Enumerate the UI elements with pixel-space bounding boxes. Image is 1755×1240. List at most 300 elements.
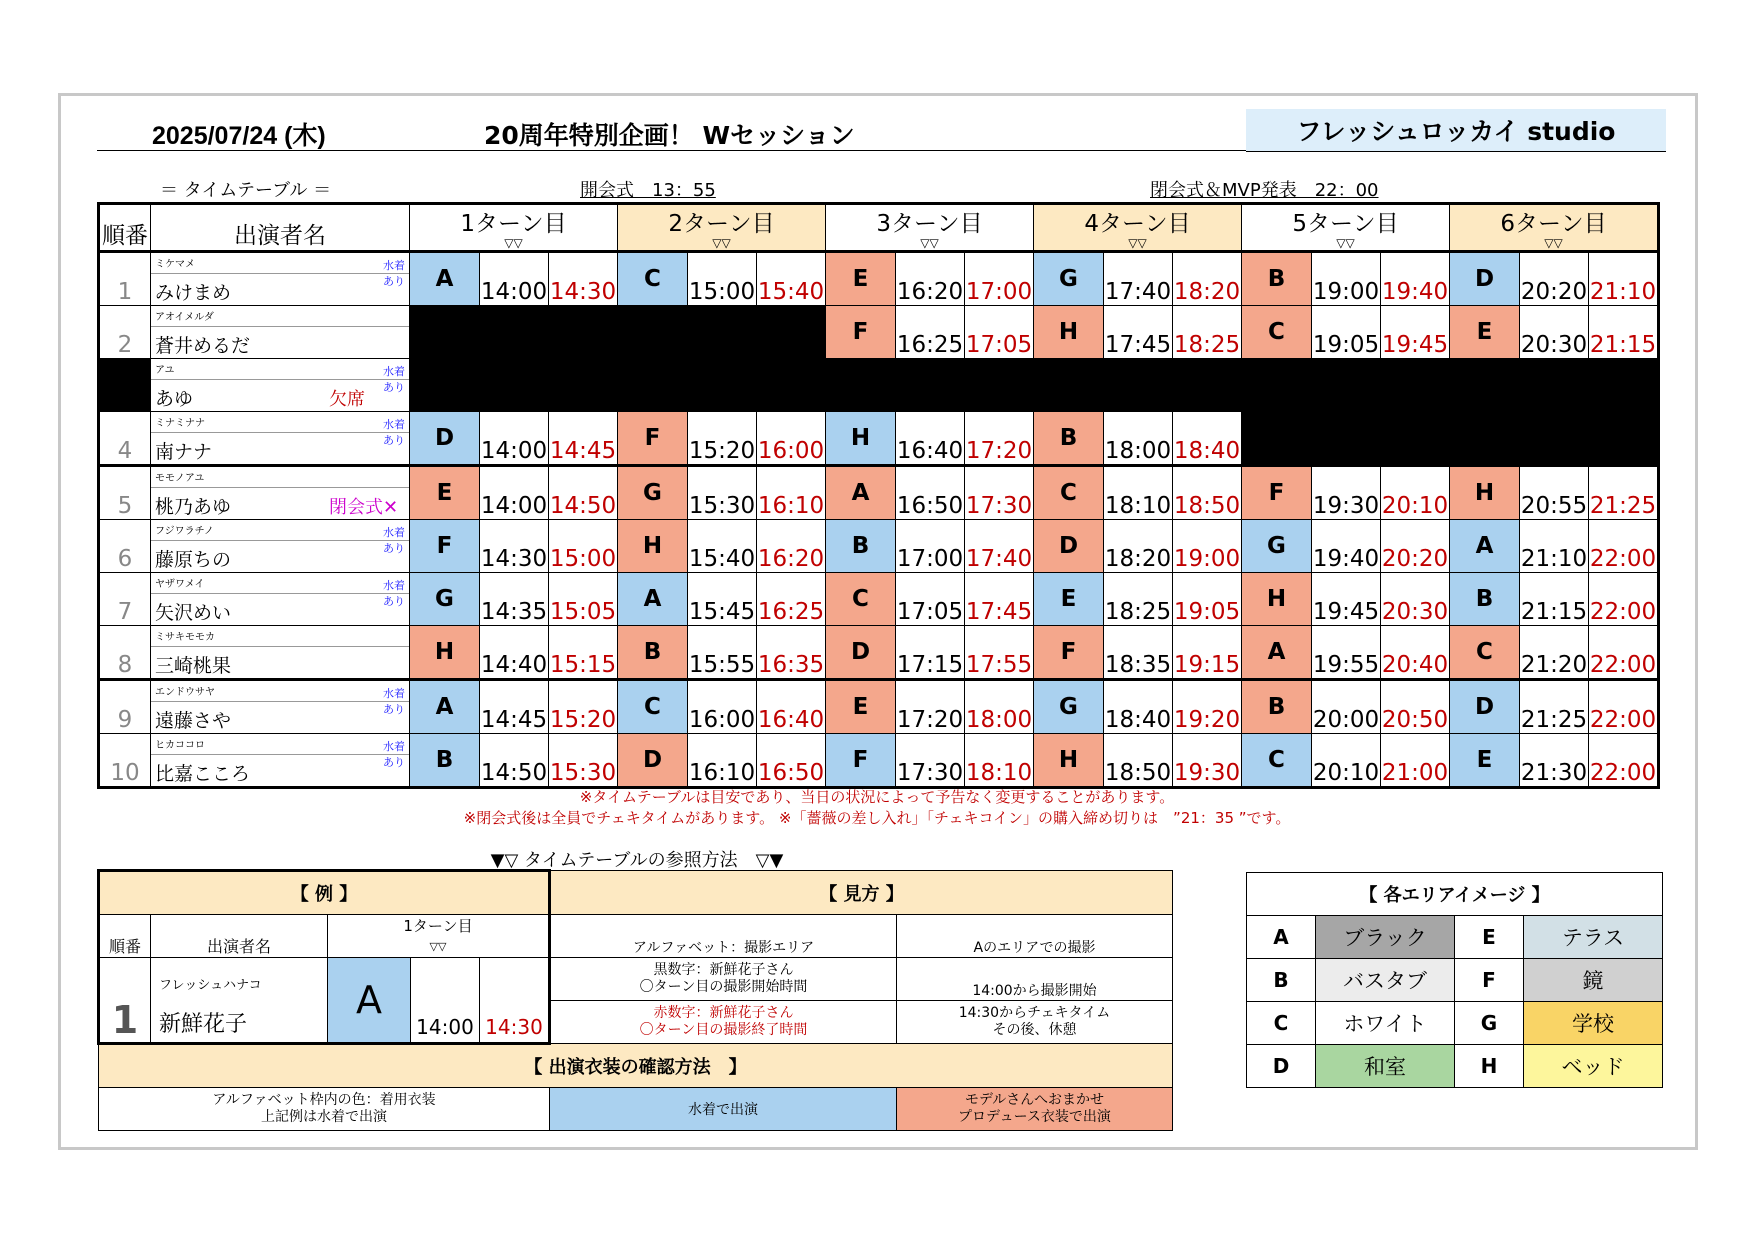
performer-name: 遠藤さや [155, 710, 232, 732]
kana-divider [151, 701, 409, 702]
area-name: ベッド [1524, 1045, 1663, 1088]
performer-cell [151, 412, 410, 466]
end-time: 19:40 [1381, 252, 1450, 306]
performer-kana: ミケマメ [155, 259, 195, 270]
area-letter: D [618, 734, 688, 788]
start-time: 20:30 [1520, 306, 1589, 359]
end-time: 20:20 [1381, 520, 1450, 573]
ex-name: 新鮮花子 [159, 1012, 248, 1037]
studio-name: フレッシュロッカイ studio [1246, 109, 1666, 152]
start-time: 18:10 [1104, 466, 1173, 520]
start-time: 16:00 [688, 680, 757, 734]
area-letter: F [1034, 626, 1104, 680]
performer-name: 南ナナ [155, 441, 213, 463]
area-name: ブラック [1316, 916, 1455, 959]
end-time: 19:05 [1173, 573, 1242, 626]
performer-row [99, 573, 1659, 626]
howto-row-1 [99, 915, 1173, 958]
end-time: 21:00 [1381, 734, 1450, 788]
swimsuit-tag: 水着あり [383, 526, 405, 555]
end-time: 17:55 [965, 626, 1034, 680]
area-letter: E [826, 252, 896, 306]
area-letter: D [410, 412, 480, 466]
area-legend-title: 【 各エリアイメージ 】 [1247, 873, 1663, 916]
end-time: 16:35 [757, 626, 826, 680]
start-time: 17:15 [896, 626, 965, 680]
note-line-1: ※タイムテーブルは目安であり、当日の状況によって予告なく変更することがあります。 [579, 788, 1175, 806]
end-time: 17:45 [965, 573, 1034, 626]
row-number: 6 [99, 520, 151, 573]
area-letter-key: H [1455, 1045, 1524, 1088]
costume-produce-a: モデルさんへおまかせ [964, 1092, 1105, 1108]
area-letter: D [826, 626, 896, 680]
end-time: 15:00 [549, 520, 618, 573]
row-number: 2 [99, 306, 151, 359]
end-time: 18:00 [965, 680, 1034, 734]
start-time: 15:30 [688, 466, 757, 520]
start-time: 20:00 [1312, 680, 1381, 734]
area-letter-key: C [1247, 1002, 1316, 1045]
costume-explain-b: 上記例は水着で出演 [261, 1109, 387, 1125]
performer-name: 桃乃あゆ [155, 496, 232, 518]
ex-turn-header [328, 915, 550, 958]
start-time: 19:05 [1312, 306, 1381, 359]
swimsuit-tag: 水着あり [383, 259, 405, 288]
performer-kana: アユ [155, 365, 175, 376]
blocked-slot [410, 306, 826, 359]
end-time: 17:00 [965, 252, 1034, 306]
opening-time: 開会式 13：55 [580, 180, 716, 201]
ex-letter: A [328, 958, 411, 1044]
area-letter: G [410, 573, 480, 626]
end-time: 17:30 [965, 466, 1034, 520]
area-letter: A [618, 573, 688, 626]
turn-label: 2ターン目 [668, 211, 775, 237]
start-time: 16:50 [896, 466, 965, 520]
area-legend-header-row [1247, 873, 1663, 916]
costume-produce [897, 1088, 1173, 1131]
start-time: 17:40 [1104, 252, 1173, 306]
area-letter: A [1450, 520, 1520, 573]
area-letter: E [1450, 734, 1520, 788]
area-name: バスタブ [1316, 959, 1455, 1002]
performer-row [99, 412, 1659, 466]
ex-turn-label: 1ターン目 [403, 917, 473, 935]
area-name: 和室 [1316, 1045, 1455, 1088]
turn-header-2 [618, 204, 826, 252]
view-r1-left: アルファベット：撮影エリア [550, 915, 897, 958]
performer-cell [151, 466, 410, 520]
row-number: 1 [99, 252, 151, 306]
performer-kana: モモノアユ [155, 473, 205, 484]
area-legend-row [1247, 1045, 1663, 1088]
start-time: 14:30 [480, 520, 549, 573]
performer-kana: エンドウサヤ [155, 687, 215, 698]
area-legend-row [1247, 1002, 1663, 1045]
view-r3-right [897, 1001, 1173, 1044]
end-time: 16:40 [757, 680, 826, 734]
area-letter: H [1450, 466, 1520, 520]
area-letter: G [1034, 680, 1104, 734]
turn-arrow: ▽▽ [712, 236, 731, 250]
kana-divider [151, 432, 409, 433]
start-time: 16:40 [896, 412, 965, 466]
area-letter-key: A [1247, 916, 1316, 959]
area-name: テラス [1524, 916, 1663, 959]
area-name: 鏡 [1524, 959, 1663, 1002]
view-r2-right: 14:00から撮影開始 [897, 958, 1173, 1001]
area-legend-body [1247, 916, 1663, 1088]
turn-header-5 [1242, 204, 1450, 252]
performer-row [99, 359, 1659, 412]
start-time: 15:55 [688, 626, 757, 680]
start-time: 17:05 [896, 573, 965, 626]
turn-arrow: ▽▽ [1544, 236, 1563, 250]
performer-kana: ヤザワメイ [155, 579, 205, 590]
area-letter: B [618, 626, 688, 680]
area-letter: A [410, 252, 480, 306]
event-title: 20周年特別企画！ Wセッション [484, 121, 855, 150]
area-letter: H [618, 520, 688, 573]
view-r2-left-b: 〇ターン目の撮影開始時間 [639, 979, 808, 995]
costume-header: 【 出演衣装の確認方法 】 [99, 1044, 1173, 1088]
end-time: 14:50 [549, 466, 618, 520]
col-name-header: 出演者名 [151, 204, 410, 252]
area-letter: E [826, 680, 896, 734]
kana-divider [151, 540, 409, 541]
turn-header-6 [1450, 204, 1659, 252]
turn-header-4 [1034, 204, 1242, 252]
area-legend-row [1247, 916, 1663, 959]
howto-table [97, 869, 1173, 1131]
view-r3-right-b: その後、休憩 [992, 1022, 1077, 1038]
end-time: 18:10 [965, 734, 1034, 788]
costume-row [99, 1088, 1173, 1131]
area-letter: G [1242, 520, 1312, 573]
start-time: 19:40 [1312, 520, 1381, 573]
kana-divider [151, 646, 409, 647]
blocked-slot [1242, 412, 1659, 466]
start-time: 17:45 [1104, 306, 1173, 359]
row-number: 5 [99, 466, 151, 520]
kana-divider [151, 593, 409, 594]
turn-label: 6ターン目 [1500, 211, 1607, 237]
area-letter: B [1242, 252, 1312, 306]
example-header: 【 例 】 [99, 871, 550, 915]
end-time: 18:25 [1173, 306, 1242, 359]
performer-row [99, 734, 1659, 788]
start-time: 21:25 [1520, 680, 1589, 734]
kana-divider [151, 754, 409, 755]
performer-kana: ミサキモモカ [155, 632, 215, 643]
area-letter: B [1034, 412, 1104, 466]
area-letter: H [1034, 306, 1104, 359]
costume-header-row [99, 1044, 1173, 1088]
start-time: 19:45 [1312, 573, 1381, 626]
area-letter: A [826, 466, 896, 520]
view-header: 【 見方 】 [550, 871, 1173, 915]
start-time: 15:00 [688, 252, 757, 306]
end-time: 16:00 [757, 412, 826, 466]
start-time: 20:20 [1520, 252, 1589, 306]
performer-row [99, 626, 1659, 680]
area-letter-key: E [1455, 916, 1524, 959]
performer-row [99, 466, 1659, 520]
performer-name: 藤原ちの [155, 549, 232, 571]
view-r1-right: Aのエリアでの撮影 [897, 915, 1173, 958]
area-letter-key: F [1455, 959, 1524, 1002]
end-time: 15:40 [757, 252, 826, 306]
header-underline [97, 150, 1247, 151]
start-time: 14:00 [480, 252, 549, 306]
turn-label: 4ターン目 [1084, 211, 1191, 237]
end-time: 14:30 [549, 252, 618, 306]
turn-arrow: ▽▽ [504, 236, 523, 250]
area-letter: G [1034, 252, 1104, 306]
start-time: 18:35 [1104, 626, 1173, 680]
end-time: 15:05 [549, 573, 618, 626]
performer-name: みけまめ [155, 282, 232, 304]
end-time: 19:30 [1173, 734, 1242, 788]
area-letter: A [1242, 626, 1312, 680]
area-letter: C [618, 680, 688, 734]
turn-label: 1ターン目 [460, 211, 567, 237]
end-time: 16:20 [757, 520, 826, 573]
start-time: 21:15 [1520, 573, 1589, 626]
performer-cell [151, 734, 410, 788]
performer-row [99, 252, 1659, 306]
costume-swimsuit: 水着で出演 [550, 1088, 897, 1131]
kana-divider [151, 379, 409, 380]
end-time: 20:40 [1381, 626, 1450, 680]
area-letter-key: D [1247, 1045, 1316, 1088]
area-letter: F [826, 306, 896, 359]
area-letter: B [1450, 573, 1520, 626]
start-time: 18:25 [1104, 573, 1173, 626]
area-letter: E [410, 466, 480, 520]
view-r3-left [550, 1001, 897, 1044]
performer-cell [151, 573, 410, 626]
end-time: 15:15 [549, 626, 618, 680]
area-letter: B [826, 520, 896, 573]
turn-arrow: ▽▽ [1336, 236, 1355, 250]
ex-end: 14:30 [480, 958, 550, 1044]
end-time: 22:00 [1589, 520, 1659, 573]
view-r3-left-a: 赤数字：新鮮花子さん [653, 1005, 794, 1021]
row-number: 8 [99, 626, 151, 680]
closing-time: 閉会式＆MVP発表 22：00 [1150, 180, 1379, 201]
kana-divider [151, 487, 409, 488]
area-letter: D [1450, 252, 1520, 306]
turn-header-3 [826, 204, 1034, 252]
start-time: 19:00 [1312, 252, 1381, 306]
swimsuit-tag: 水着あり [383, 418, 405, 447]
ex-col-no: 順番 [99, 915, 151, 958]
ex-turn-arrow: ▽▽ [429, 940, 447, 953]
start-time: 20:55 [1520, 466, 1589, 520]
area-letter: H [1034, 734, 1104, 788]
area-name: ホワイト [1316, 1002, 1455, 1045]
start-time: 17:00 [896, 520, 965, 573]
performer-name: 矢沢めい [155, 602, 232, 624]
end-time: 22:00 [1589, 626, 1659, 680]
turn-label: 5ターン目 [1292, 211, 1399, 237]
ex-col-name: 出演者名 [151, 915, 328, 958]
end-time: 20:50 [1381, 680, 1450, 734]
area-letter: F [1242, 466, 1312, 520]
col-no-header: 順番 [99, 204, 151, 252]
start-time: 19:30 [1312, 466, 1381, 520]
area-letter: E [1450, 306, 1520, 359]
area-letter: D [1450, 680, 1520, 734]
start-time: 20:10 [1312, 734, 1381, 788]
ex-kana: フレッシュハナコ [159, 978, 262, 993]
ex-name-cell [151, 958, 328, 1044]
swimsuit-tag: 水着あり [383, 579, 405, 608]
note-line-2: ※閉会式後は全員でチェキタイムがあります。 ※「薔薇の差し入れ」「チェキコイン」の購入締め切りは ”21：35 ”です。 [463, 809, 1291, 827]
performer-cell [151, 252, 410, 306]
start-time: 14:00 [480, 466, 549, 520]
blocked-slot [410, 359, 1659, 412]
area-letter: B [1242, 680, 1312, 734]
performer-kana: アオイメルダ [155, 312, 214, 323]
end-time: 16:25 [757, 573, 826, 626]
performer-cell [151, 359, 410, 412]
row-number: 10 [99, 734, 151, 788]
start-time: 15:20 [688, 412, 757, 466]
performer-row [99, 520, 1659, 573]
area-letter: C [826, 573, 896, 626]
start-time: 21:20 [1520, 626, 1589, 680]
costume-explain-a: アルファベット枠内の色：着用衣装 [212, 1092, 436, 1108]
end-time: 17:40 [965, 520, 1034, 573]
end-time: 19:00 [1173, 520, 1242, 573]
performer-note: 閉会式✕ [329, 497, 399, 518]
area-letter: A [410, 680, 480, 734]
costume-explain [99, 1088, 550, 1131]
end-time: 17:20 [965, 412, 1034, 466]
performer-note: 欠席 [329, 389, 365, 410]
turn-header-1 [410, 204, 618, 252]
start-time: 14:50 [480, 734, 549, 788]
end-time: 19:15 [1173, 626, 1242, 680]
area-letter: F [618, 412, 688, 466]
start-time: 17:30 [896, 734, 965, 788]
area-letter: D [1034, 520, 1104, 573]
end-time: 18:40 [1173, 412, 1242, 466]
area-letter: C [1242, 734, 1312, 788]
area-letter: C [1242, 306, 1312, 359]
swimsuit-tag: 水着あり [383, 740, 405, 769]
area-letter: F [410, 520, 480, 573]
end-time: 15:30 [549, 734, 618, 788]
end-time: 22:00 [1589, 680, 1659, 734]
start-time: 14:45 [480, 680, 549, 734]
end-time: 16:50 [757, 734, 826, 788]
row-number: 9 [99, 680, 151, 734]
end-time: 20:10 [1381, 466, 1450, 520]
end-time: 20:30 [1381, 573, 1450, 626]
kana-divider [151, 273, 409, 274]
performer-cell [151, 520, 410, 573]
performer-row [99, 680, 1659, 734]
start-time: 17:20 [896, 680, 965, 734]
area-letter: C [1034, 466, 1104, 520]
start-time: 16:10 [688, 734, 757, 788]
area-letter: C [618, 252, 688, 306]
howto-header-row [99, 871, 1173, 915]
start-time: 18:20 [1104, 520, 1173, 573]
start-time: 14:35 [480, 573, 549, 626]
timetable-label: ＝ タイムテーブル ＝ [160, 180, 332, 201]
area-letter: F [826, 734, 896, 788]
performer-kana: ヒカココロ [155, 740, 205, 751]
area-letter: H [826, 412, 896, 466]
area-letter: C [1450, 626, 1520, 680]
end-time: 21:10 [1589, 252, 1659, 306]
costume-produce-b: プロデュース衣装で出演 [958, 1109, 1111, 1125]
turn-arrow: ▽▽ [1128, 236, 1147, 250]
area-letter: E [1034, 573, 1104, 626]
ex-no: 1 [99, 958, 151, 1044]
start-time: 16:25 [896, 306, 965, 359]
row-number: 4 [99, 412, 151, 466]
end-time: 19:20 [1173, 680, 1242, 734]
howto-title: ▼▽ タイムテーブルの参照方法 ▽▼ [490, 850, 784, 871]
grid-header-row [99, 204, 1659, 252]
timetable-grid [97, 202, 1660, 789]
grid-body [99, 252, 1659, 788]
area-letter-key: B [1247, 959, 1316, 1002]
performer-name: 比嘉こころ [155, 763, 251, 785]
end-time: 21:25 [1589, 466, 1659, 520]
end-time: 22:00 [1589, 573, 1659, 626]
area-name: 学校 [1524, 1002, 1663, 1045]
start-time: 15:45 [688, 573, 757, 626]
end-time: 18:20 [1173, 252, 1242, 306]
end-time: 17:05 [965, 306, 1034, 359]
howto-row-2 [99, 958, 1173, 1001]
performer-cell [151, 306, 410, 359]
turn-arrow: ▽▽ [920, 236, 939, 250]
start-time: 21:30 [1520, 734, 1589, 788]
turn-label: 3ターン目 [876, 211, 983, 237]
view-r3-left-b: 〇ターン目の撮影終了時間 [639, 1022, 808, 1038]
performer-kana: フジワラチノ [155, 526, 214, 537]
ex-start: 14:00 [411, 958, 480, 1044]
end-time: 15:20 [549, 680, 618, 734]
area-legend-row [1247, 959, 1663, 1002]
end-time: 16:10 [757, 466, 826, 520]
performer-name: 三崎桃果 [155, 655, 232, 677]
start-time: 19:55 [1312, 626, 1381, 680]
row-number: 7 [99, 573, 151, 626]
start-time: 21:10 [1520, 520, 1589, 573]
area-letter: B [410, 734, 480, 788]
view-r2-left-a: 黒数字：新鮮花子さん [653, 962, 794, 978]
area-letter: G [618, 466, 688, 520]
end-time: 21:15 [1589, 306, 1659, 359]
row-number [99, 359, 151, 412]
area-letter: H [410, 626, 480, 680]
performer-name: 蒼井めるだ [155, 335, 251, 357]
area-letter: H [1242, 573, 1312, 626]
start-time: 18:00 [1104, 412, 1173, 466]
swimsuit-tag: 水着あり [383, 365, 405, 394]
end-time: 19:45 [1381, 306, 1450, 359]
view-r3-right-a: 14:30からチェキタイム [958, 1005, 1111, 1021]
performer-kana: ミナミナナ [155, 418, 205, 429]
